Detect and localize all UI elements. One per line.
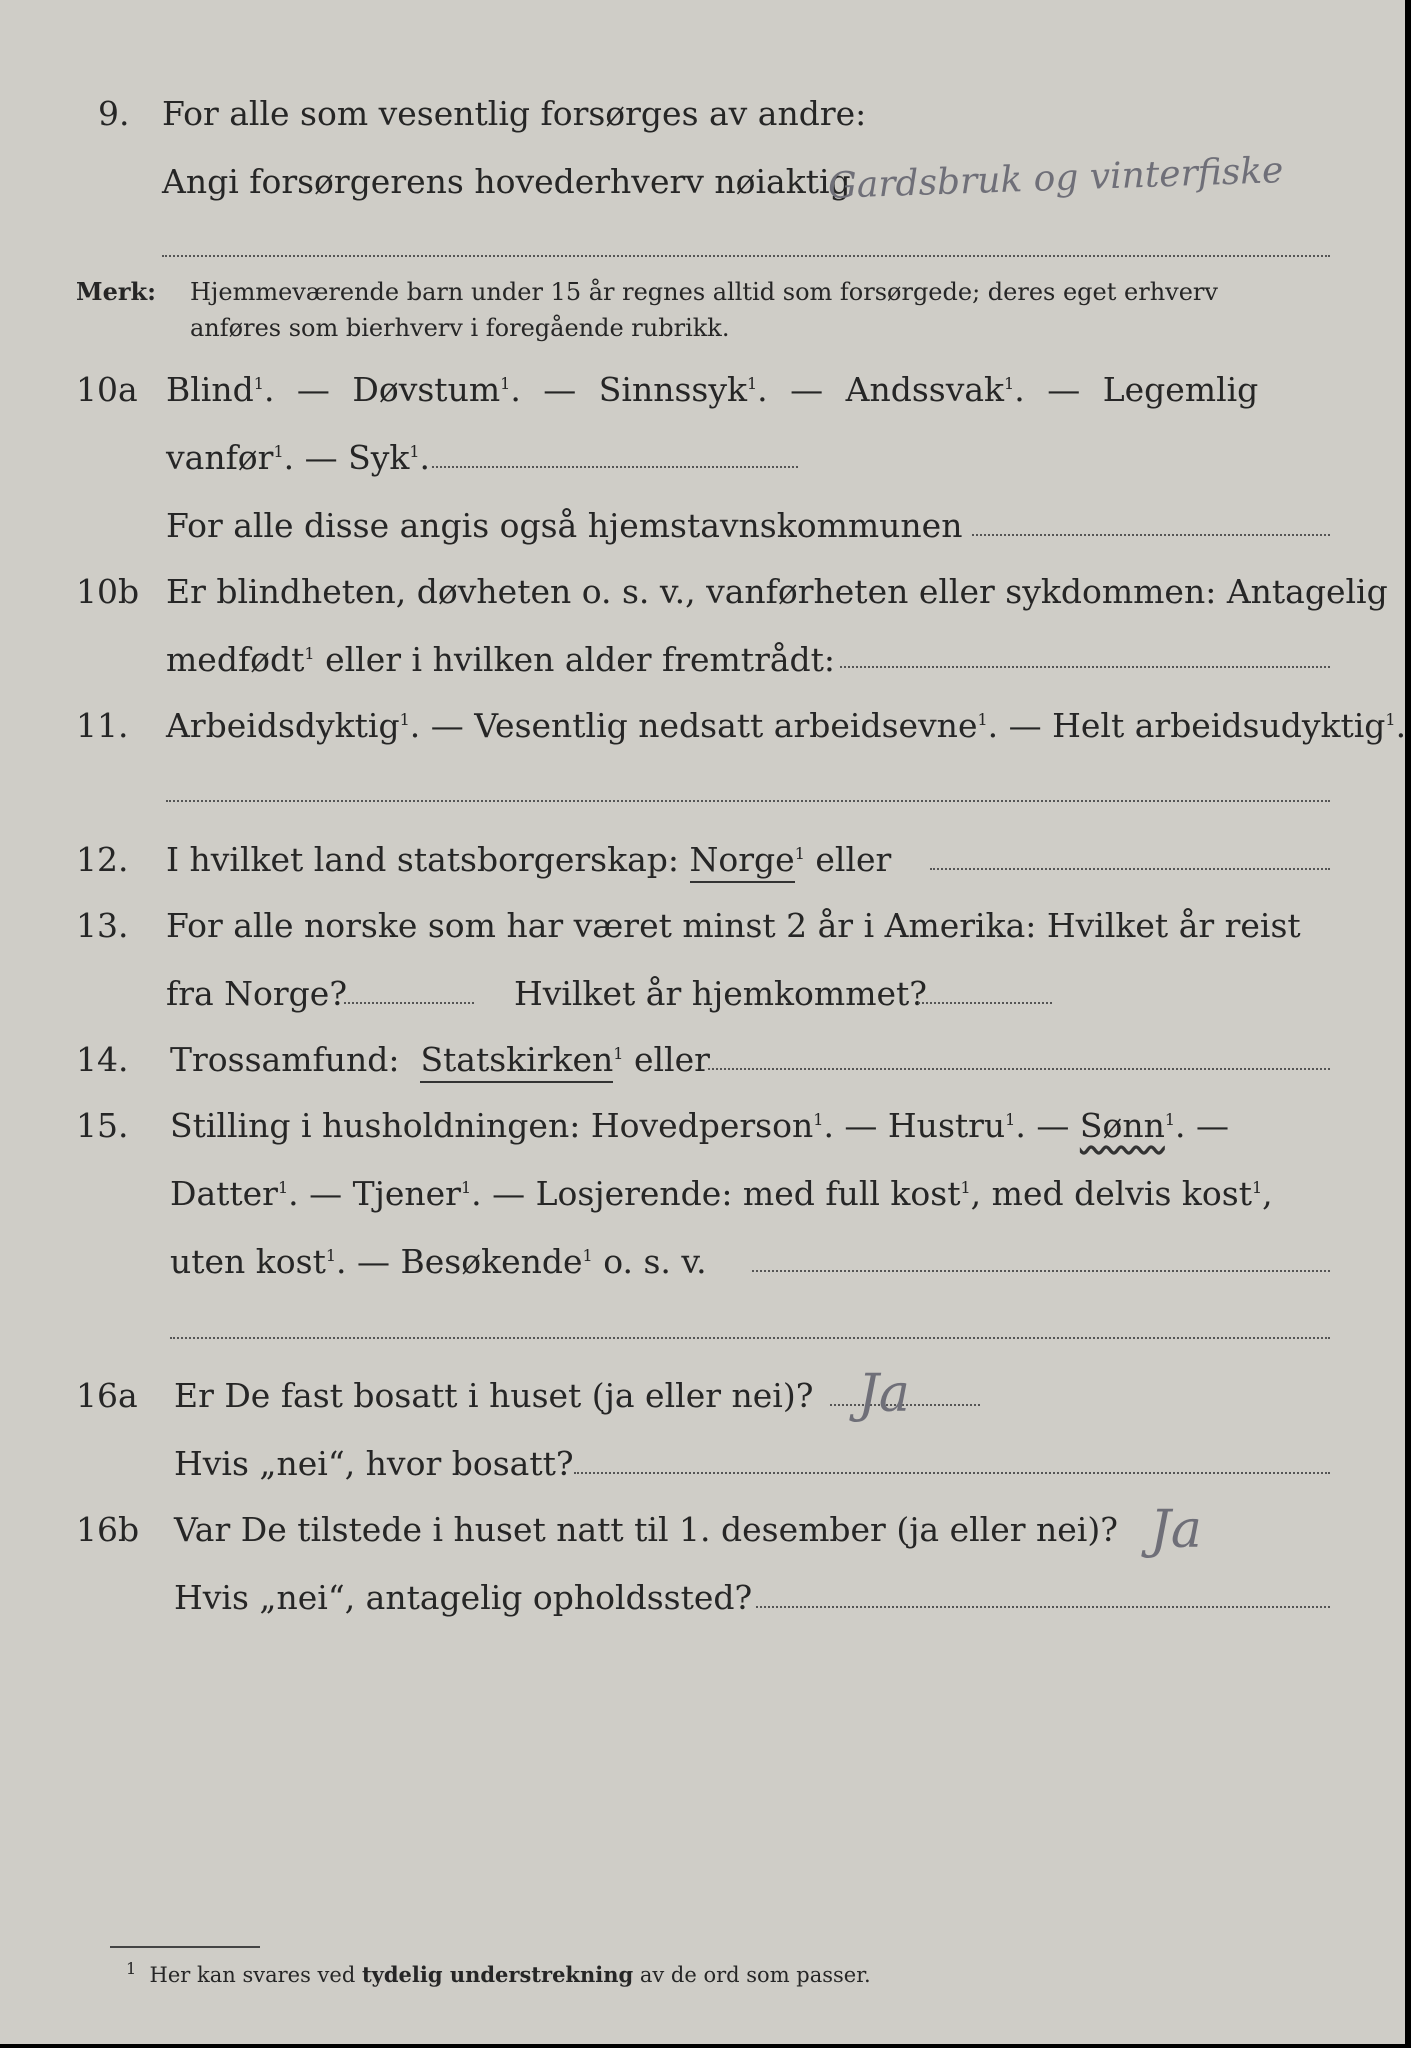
q10a-syk-dotted-line (432, 466, 798, 468)
q15-line1: Stilling i husholdningen: Hovedperson$^1$. — Hustru$^1$. — Sønn$^1$. — (170, 1106, 1229, 1145)
q10a-line1: Blind$^1$. — Døvstum$^1$. — Sinnssyk$^1$. — Andssvak$^1$. — Legemlig (166, 370, 1259, 409)
q9-line1: For alle som vesentlig forsørges av andre: (162, 94, 867, 133)
q10b-number: 10b (76, 572, 140, 611)
q16b-number: 16b (76, 1510, 140, 1549)
q13-line2b: Hvilket år hjemkommet? (514, 974, 927, 1013)
q10a-line3: For alle disse angis også hjemstavnskommunen (166, 506, 963, 545)
q13-line1: For alle norske som har været minst 2 år i Amerika: Hvilket år reist (166, 906, 1301, 945)
q15-extra-dotted-line (170, 1337, 1330, 1339)
q13-line2a: fra Norge? (166, 974, 348, 1013)
q9-handwritten-answer: Gardsbruk og vinterfiske (827, 150, 1285, 207)
q15-line2: Datter$^1$. — Tjener$^1$. — Losjerende: med full kost$^1$, med delvis kost$^1$, (170, 1174, 1273, 1213)
q16b-handwritten-answer: Ja (1150, 1500, 1202, 1560)
q16a-handwritten-answer: Ja (858, 1364, 910, 1424)
q14-dotted-line (708, 1068, 1330, 1070)
q16a-number: 16a (76, 1376, 138, 1415)
q10a-kommune-dotted-line (972, 534, 1330, 536)
q10b-line1: Er blindheten, døvheten o. s. v., vanførheten eller sykdommen: Antagelig (166, 572, 1388, 611)
q12-line: I hvilket land statsborgerskap: Norge$^1$ eller (166, 840, 891, 880)
merk-line2: anføres som bierhverv i foregående rubrikk. (190, 314, 730, 342)
q14-number: 14. (76, 1040, 129, 1079)
q13-number: 13. (76, 906, 129, 945)
q14-line: Trossamfund: Statskirken$^1$ eller (170, 1040, 710, 1080)
q9-number: 9. (98, 94, 130, 133)
merk-line1: Hjemmeværende barn under 15 år regnes alltid som forsørgede; deres eget erhverv (190, 278, 1218, 306)
q16b-dotted-line (756, 1606, 1330, 1608)
q16a-bosatt-dotted-line (574, 1472, 1330, 1474)
q15-sonn-underlined: Sønn (1079, 1106, 1165, 1145)
q10a-number: 10a (76, 370, 138, 409)
q9-dotted-line (162, 255, 1330, 257)
q10b-line2: medfødt$^1$ eller i hvilken alder fremtrådt: (166, 640, 836, 679)
q16a-line2: Hvis „nei“, hvor bosatt? (174, 1444, 574, 1483)
q11-dotted-line (166, 800, 1330, 802)
footnote-rule (110, 1946, 260, 1948)
q9-line2: Angi forsørgerens hovederhverv nøiaktig (162, 162, 851, 201)
q11-number: 11. (76, 706, 129, 745)
q12-dotted-line (930, 868, 1330, 870)
q16b-line1: Var De tilstede i huset natt til 1. desember (ja eller nei)? (174, 1510, 1118, 1549)
q13-hjemkommet-dotted-line (918, 1002, 1052, 1004)
q15-line3: uten kost$^1$. — Besøkende$^1$ o. s. v. (170, 1242, 707, 1281)
footnote: $^1$ Her kan svares ved tydelig understrekning av de ord som passer. (126, 1959, 871, 1987)
q15-dotted-line (752, 1270, 1330, 1272)
q14-statskirken-underlined: Statskirken (420, 1040, 613, 1083)
q11-line: Arbeidsdyktig$^1$. — Vesentlig nedsatt arbeidsevne$^1$. — Helt arbeidsudyktig$^1$. (166, 706, 1407, 745)
q16b-line2: Hvis „nei“, antagelig opholdssted? (174, 1578, 753, 1617)
q16a-line1: Er De fast bosatt i huset (ja eller nei)? (174, 1376, 814, 1415)
q12-number: 12. (76, 840, 129, 879)
q10b-dotted-line (840, 666, 1330, 668)
q12-norge-underlined: Norge (690, 840, 795, 883)
merk-label: Merk: (76, 277, 156, 306)
q10a-line2: vanfør$^1$. — Syk$^1$. (166, 438, 431, 477)
q13-reist-dotted-line (344, 1002, 474, 1004)
q15-number: 15. (76, 1106, 129, 1145)
